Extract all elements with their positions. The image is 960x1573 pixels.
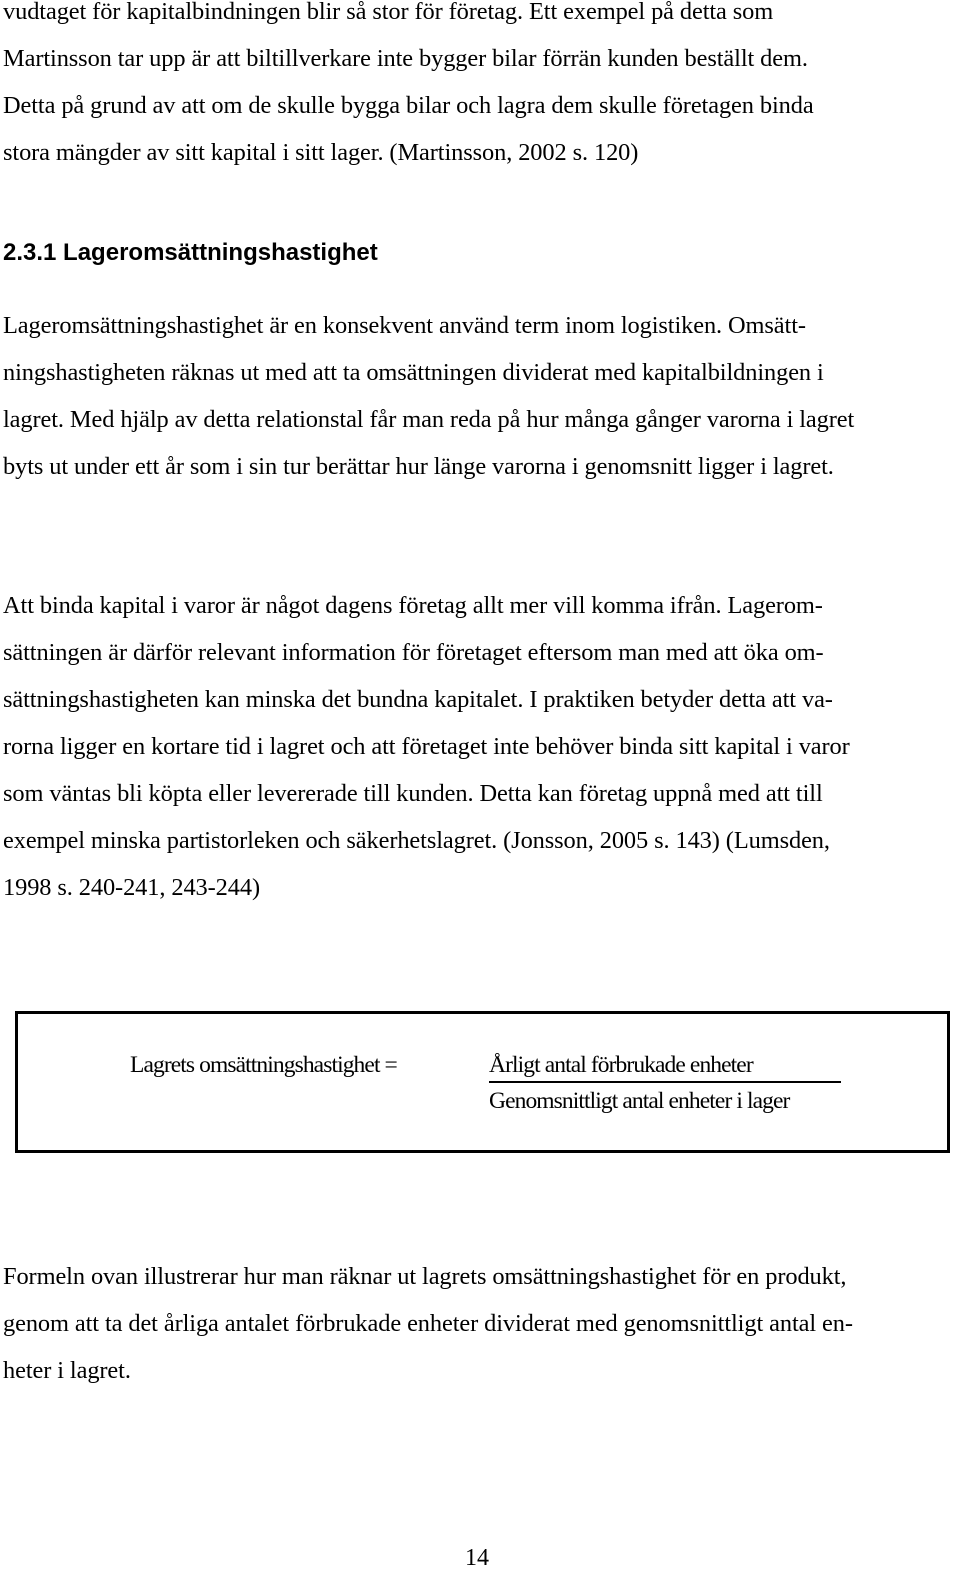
section-heading: 2.3.1 Lageromsättningshastighet [3,239,378,266]
text-line: Martinsson tar upp är att biltillverkare inte bygger bilar förrän kunden beställt dem. [3,45,808,72]
formula-denominator: Genomsnittligt antal enheter i lager [489,1088,790,1114]
text-line: byts ut under ett år som i sin tur berättar hur länge varorna i genomsnitt ligger i lagret. [3,453,834,480]
text-line: vudtaget för kapitalbindningen blir så stor för företag. Ett exempel på detta som [3,0,774,25]
text-line: genom att ta det årliga antalet förbrukade enheter dividerat med genomsnittligt antal en- [3,1310,853,1337]
text-line: 1998 s. 240-241, 243-244) [3,874,260,901]
text-line: ningshastigheten räknas ut med att ta omsättningen dividerat med kapitalbildningen i [3,359,824,386]
text-line: som väntas bli köpta eller levererade till kunden. Detta kan företag uppnå med att till [3,780,823,807]
text-line: heter i lagret. [3,1357,131,1384]
text-line: rorna ligger en kortare tid i lagret och att företaget inte behöver binda sitt kapital i varor [3,733,850,760]
formula-box [15,1011,950,1153]
text-line: exempel minska partistorleken och säkerhetslagret. (Jonsson, 2005 s. 143) (Lumsden, [3,827,830,854]
text-line: stora mängder av sitt kapital i sitt lager. (Martinsson, 2002 s. 120) [3,139,639,166]
text-line: Lageromsättningshastighet är en konsekvent använd term inom logistiken. Omsätt- [3,312,806,339]
formula-numerator: Årligt antal förbrukade enheter [489,1050,841,1083]
text-line: sättningshastigheten kan minska det bundna kapitalet. I praktiken betyder detta att va- [3,686,833,713]
text-line: lagret. Med hjälp av detta relationstal får man reda på hur många gånger varorna i lagret [3,406,855,433]
formula-label: Lagrets omsättningshastighet = [130,1052,397,1078]
text-line: Att binda kapital i varor är något dagens företag allt mer vill komma ifrån. Lagerom- [3,592,823,619]
text-line: Detta på grund av att om de skulle bygga bilar och lagra dem skulle företagen binda [3,92,814,119]
text-line: Formeln ovan illustrerar hur man räknar ut lagrets omsättningshastighet för en produkt, [3,1263,847,1290]
text-line: sättningen är därför relevant information för företaget eftersom man med att öka om- [3,639,824,666]
page-number: 14 [465,1545,489,1571]
